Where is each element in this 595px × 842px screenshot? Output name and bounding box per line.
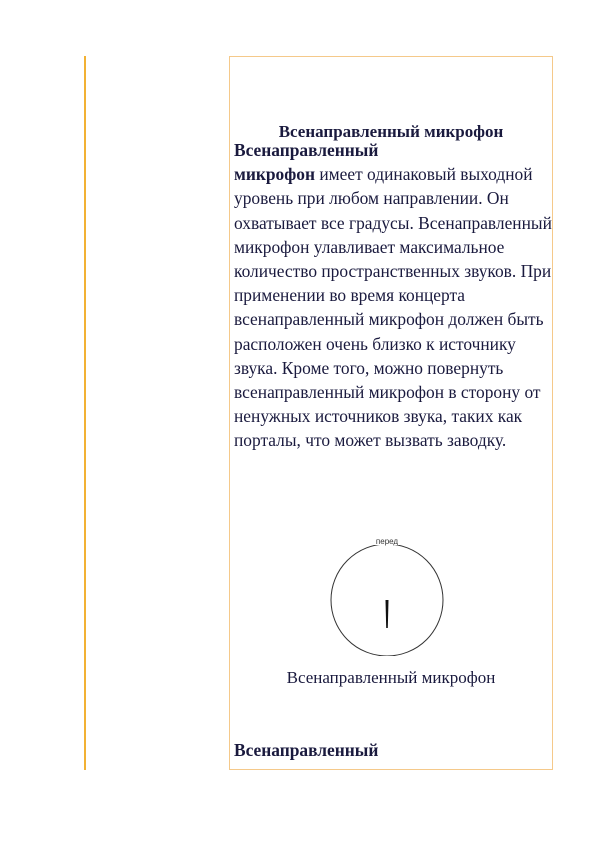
paragraph-body-text: имеет одинаковый выходной уровень при любом направлении. Он охватывает все градусы. Всенаправленный микрофон улавливает максимальное количество пространственных звуков. При применении во время концерта всенаправленный микрофон должен быть расположен очень близко к источнику звука. Кроме того, можно повернуть всенаправленный микрофон в сторону от ненужных источников звука, таких как порталы, что может вызвать заводку. [234,164,552,451]
bold-term-line2: микрофон [234,164,316,185]
diagram-caption: Всенаправленный микрофон [286,668,496,687]
microphone-icon [386,600,389,628]
article-heading: Всенаправленный микрофон [278,122,504,141]
article-paragraph [234,138,552,453]
front-label: перед [375,537,399,546]
bold-term-line1: Всенаправленный [234,140,379,160]
left-margin-rule [84,56,86,770]
next-section-heading: Всенаправленный [234,740,379,760]
polar-pattern-diagram [325,532,449,656]
